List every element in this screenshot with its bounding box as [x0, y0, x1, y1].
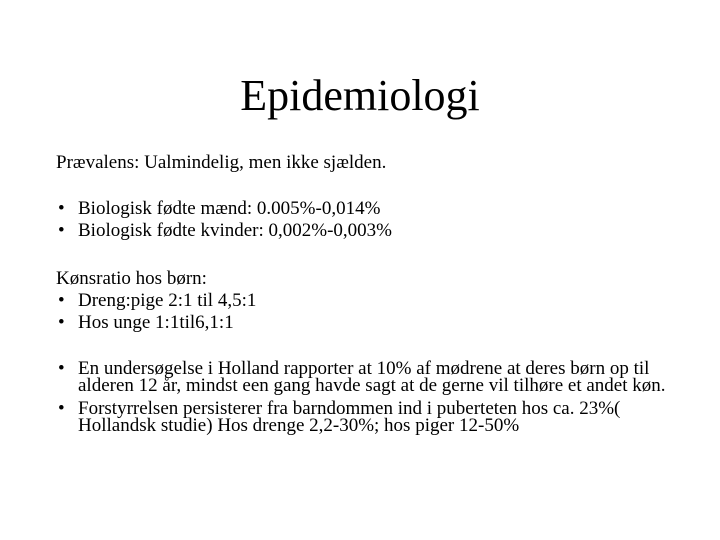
list-item: • Hos unge 1:1til6,1:1: [58, 312, 234, 333]
slide-title: Epidemiologi: [240, 71, 480, 120]
bullet-icon: •: [58, 358, 65, 379]
list-item: • Biologisk fødte mænd: 0.005%-0,014%: [58, 198, 381, 219]
list-item: • Forstyrrelsen persisterer fra barndommen ind i puberteten hos ca. 23%( Hollandsk studie) Hos drenge 2,2-30%; hos piger 12-50%: [58, 398, 621, 436]
prevalence-text: Prævalens: Ualmindelig, men ikke sjælden.: [56, 152, 387, 173]
bullet-icon: •: [58, 312, 65, 333]
bullet-icon: •: [58, 290, 65, 311]
sex-ratio-text: Kønsratio hos børn:: [56, 268, 207, 289]
bullet-icon: •: [58, 398, 65, 419]
sex-ratio-list: [56, 290, 666, 334]
bullet-icon: •: [58, 220, 65, 241]
list-item: • En undersøgelse i Holland rapporter at 10% af mødrene at deres børn op til alderen 12 år, mindst een gang havde sagt at de gerne vil tilhøre et andet køn.: [58, 358, 666, 396]
list-item: • Biologisk fødte kvinder: 0,002%-0,003%: [58, 220, 392, 241]
prevalence-list: [56, 198, 666, 242]
bullet-icon: •: [58, 198, 65, 219]
list-item: • Dreng:pige 2:1 til 4,5:1: [58, 290, 257, 311]
studies-list: [56, 360, 666, 434]
slide-body: [56, 152, 666, 440]
